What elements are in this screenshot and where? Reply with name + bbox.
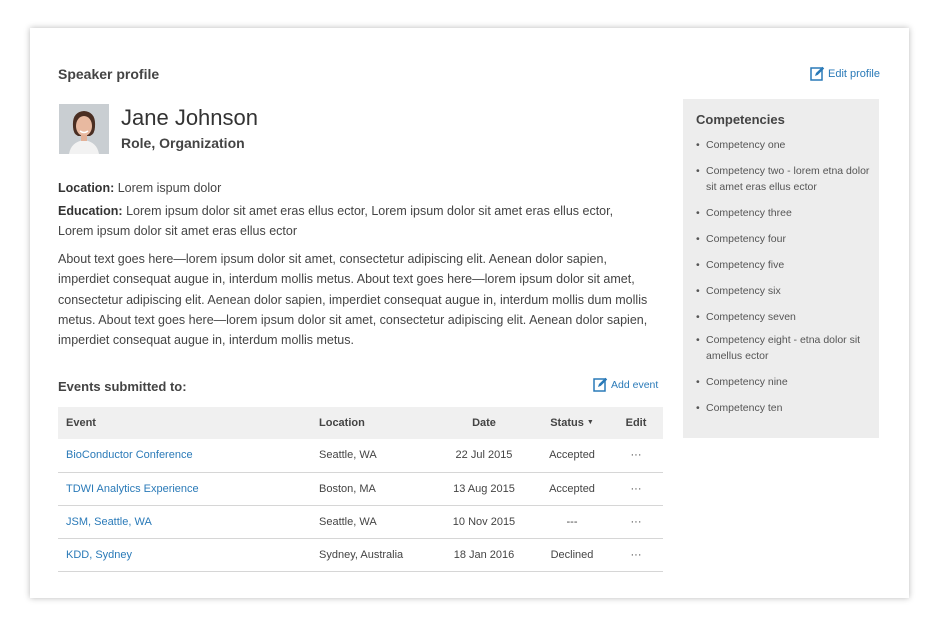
edit-profile-link[interactable] (810, 66, 880, 81)
event-location: Boston, MA (319, 482, 376, 495)
table-header-row (58, 407, 663, 439)
event-status: Accepted (549, 482, 595, 495)
education-value: Lorem ipsum dolor sit amet eras ellus ector, Lorem ipsum dolor sit amet eras ellus ector, Lorem ipsum dolor sit amet eras ellus ector (58, 204, 614, 238)
add-event-link[interactable] (593, 377, 658, 392)
location-value: Lorem ispum dolor (117, 181, 222, 195)
location-label: Location: (58, 181, 115, 195)
list-item: • Competency ten (696, 400, 871, 416)
competencies-panel (683, 99, 879, 438)
table-row (58, 472, 663, 505)
table-row (58, 439, 663, 472)
row-menu-button[interactable]: ··· (630, 449, 642, 462)
list-item: • Competency five (696, 257, 871, 273)
table-row (58, 538, 663, 571)
list-item: • Competency eight - etna dolor sit amellus ector (696, 332, 871, 364)
list-item: • Competency six (696, 283, 871, 299)
col-edit: Edit (625, 417, 647, 429)
event-link[interactable]: TDWI Analytics Experience (66, 482, 199, 495)
event-link[interactable]: KDD, Sydney (66, 548, 133, 561)
col-status-label: Status (550, 417, 584, 429)
events-title: Events submitted to: (58, 379, 187, 394)
events-table (58, 407, 663, 572)
list-item: • Competency one (696, 137, 871, 153)
table-row (58, 505, 663, 538)
list-item: • Competency nine (696, 374, 871, 390)
speaker-role: Role, Organization (121, 135, 245, 151)
list-item: • Competency four (696, 231, 871, 247)
about-text: About text goes here—lorem ipsum dolor sit amet, consectetur adipiscing elit. Aenean dolor sapien, imperdiet consequat augue in, interdum mollis metus. About text goes here—lorem ipsum dolor sit amet, consectetur adipiscing elit. Aenean dolor sapien, imperdiet consequat augue in, interdum mollis dum mollis metus. About text goes here—lorem ipsum dolor sit amet, consectetur adipiscing elit. Aenean dolor sapien, imperdiet consequat augue in, interdum mollis metus. (58, 252, 648, 348)
sort-caret-icon: ▼ (586, 419, 594, 426)
education-label: Education: (58, 204, 123, 218)
add-event-icon (593, 377, 608, 392)
list-item: • Competency two - lorem etna dolor sit amet eras ellus ector (696, 163, 871, 195)
event-date: 10 Nov 2015 (452, 515, 516, 528)
col-location: Location (319, 417, 365, 429)
speaker-name: Jane Johnson (121, 105, 258, 130)
list-item: • Competency seven (696, 309, 871, 325)
education-line (58, 201, 648, 241)
avatar (59, 104, 109, 154)
event-date: 18 Jan 2016 (453, 548, 515, 561)
event-location: Seattle, WA (319, 515, 377, 528)
event-status: Declined (550, 548, 594, 561)
event-status: Accepted (549, 449, 595, 462)
speaker-profile-card (30, 28, 909, 598)
event-date: 13 Aug 2015 (453, 482, 515, 495)
location-line (58, 178, 648, 198)
col-event: Event (66, 417, 96, 429)
competencies-list (696, 137, 871, 416)
event-location: Sydney, Australia (319, 548, 404, 561)
event-link[interactable]: BioConductor Conference (66, 449, 193, 462)
add-event-label: Add event (611, 378, 659, 391)
competencies-title: Competencies (696, 112, 785, 127)
edit-icon (810, 66, 825, 81)
event-location: Seattle, WA (319, 449, 377, 462)
col-status[interactable] (535, 407, 609, 439)
row-menu-button[interactable]: ··· (630, 515, 642, 528)
row-menu-button[interactable]: ··· (630, 482, 642, 495)
row-menu-button[interactable]: ··· (630, 548, 642, 561)
edit-profile-label: Edit profile (828, 67, 880, 80)
page-title: Speaker profile (58, 66, 160, 82)
event-status: --- (566, 515, 578, 528)
col-date: Date (472, 417, 496, 429)
list-item: • Competency three (696, 205, 871, 221)
event-link[interactable]: JSM, Seattle, WA (66, 515, 152, 528)
event-date: 22 Jul 2015 (455, 449, 513, 462)
